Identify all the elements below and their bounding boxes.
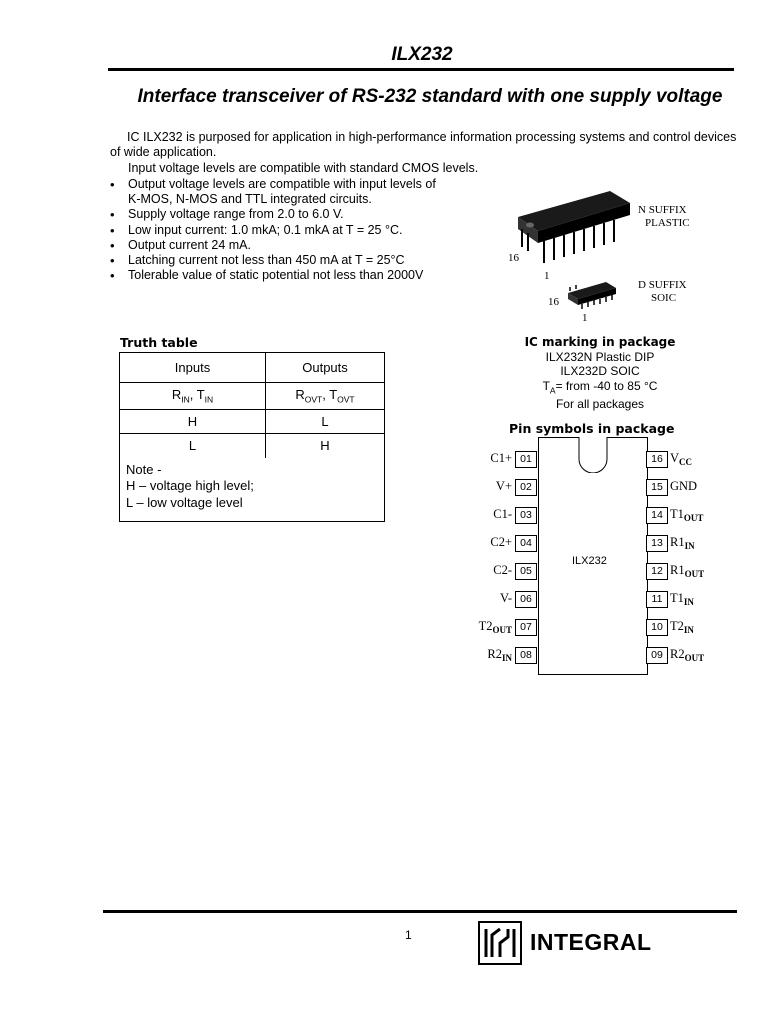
pin-label: $R2_{OUT}$ — [670, 647, 705, 663]
truth-table-row-input: H — [120, 410, 266, 434]
pin-label: $R1_{OUT}$ — [670, 563, 705, 579]
pin-label: $T1_{IN}$ — [670, 591, 694, 607]
truth-table-header-inputs: Inputs — [120, 353, 266, 383]
ic-marking-note: For all packages — [555, 397, 645, 412]
pin-number: 05 — [515, 563, 537, 580]
chip-label: ILX232 — [572, 555, 607, 567]
truth-table-row-output: H — [266, 434, 385, 458]
pin-label: V+ — [495, 479, 512, 493]
soic-package-image — [568, 282, 616, 309]
ic-marking-soic: ILX232D SOIC — [560, 364, 640, 378]
pin-number: 16 — [646, 451, 668, 468]
feature-item: • Latching current not less than 450 mA at T = 25°C — [108, 253, 438, 268]
pin-label: $T2_{OUT}$ — [478, 619, 512, 635]
pin-label: $R2_{IN}$ — [487, 647, 512, 663]
pin-label: C1+ — [490, 451, 512, 465]
truth-table — [119, 352, 385, 522]
pin-number: 11 — [646, 591, 668, 608]
integral-logo-icon — [478, 921, 522, 965]
truth-table-input-signals: $R_{IN}$, $T_{IN}$ — [120, 383, 266, 410]
ic-marking-temperature: $T_A=$ from -40 to 85 °C — [542, 378, 658, 395]
truth-table-row-output: L — [266, 410, 385, 434]
pin-number: 07 — [515, 619, 537, 636]
pinout-title: Pin symbols in package — [509, 421, 675, 436]
pin-number: 10 — [646, 619, 668, 636]
pin-label: GND — [670, 479, 698, 493]
package-illustrations — [500, 185, 730, 330]
pin-label: C1- — [493, 507, 512, 521]
truth-table-note — [120, 458, 385, 522]
note-title: Note - — [126, 461, 162, 477]
pin-number: 01 — [515, 451, 537, 468]
ic-marking-title: IC marking in package — [524, 335, 676, 349]
pin-number: 06 — [515, 591, 537, 608]
pin-number: 02 — [515, 479, 537, 496]
header-title: ILX232 — [391, 44, 453, 65]
feature-item: • Low input current: 1.0 mkA; 0.1 mkA at T = 25 °C. — [108, 223, 438, 238]
feature-item: • Tolerable value of static potential not less than 2000V — [108, 268, 438, 283]
truth-table-output-signals: $R_{OVT}$, $T_{OVT}$ — [266, 383, 385, 410]
intro-cmos-line: Input voltage levels are compatible with standard CMOS levels. — [128, 161, 479, 175]
pin-number: 09 — [646, 647, 668, 664]
note-high: H – voltage high level; — [126, 478, 254, 493]
soic-pin1-label: 1 — [582, 312, 588, 324]
dip-pin1-label: 1 — [544, 270, 550, 282]
pin-number: 14 — [646, 507, 668, 524]
feature-list — [108, 177, 438, 283]
header-rule — [108, 68, 734, 71]
feature-item: • Output voltage levels are compatible with input levels of K-MOS, N-MOS and TTL integrated circuits. — [108, 177, 438, 207]
chip-notch — [578, 437, 608, 473]
dip-pin16-label: 16 — [508, 252, 519, 264]
pin-number: 08 — [515, 647, 537, 664]
d-type-label: SOIC — [651, 292, 677, 304]
intro-paragraph: IC ILX232 is purposed for application in high-performance information processing systems and control devices of wide application. — [110, 130, 737, 159]
page-number: 1 — [405, 928, 412, 942]
ic-marking-block — [485, 335, 715, 412]
pin-label: $T1_{OUT}$ — [670, 507, 704, 523]
pin-label: C2- — [493, 563, 512, 577]
pin-number: 04 — [515, 535, 537, 552]
feature-item: • Supply voltage range from 2.0 to 6.0 V. — [108, 207, 438, 222]
n-type-label: PLASTIC — [645, 217, 690, 229]
pin-label: $T2_{IN}$ — [670, 619, 694, 635]
footer-rule — [103, 910, 737, 913]
pin-label: $R1_{IN}$ — [670, 535, 695, 551]
pin-number: 03 — [515, 507, 537, 524]
feature-item: • Output current 24 mA. — [108, 238, 438, 253]
pin-number: 15 — [646, 479, 668, 496]
pin-label: V- — [499, 591, 512, 605]
pin-number: 13 — [646, 535, 668, 552]
dip-package-image — [518, 191, 630, 263]
truth-table-row-input: L — [120, 434, 266, 458]
pin-label: $V_{CC}$ — [670, 451, 693, 467]
company-name: INTEGRAL — [530, 929, 652, 955]
truth-table-header-outputs: Outputs — [266, 353, 385, 383]
n-suffix-label: N SUFFIX — [638, 204, 687, 216]
note-low: L – low voltage level — [126, 494, 243, 510]
document-title: Interface transceiver of RS-232 standard with one supply voltage — [137, 86, 723, 107]
pin-number: 12 — [646, 563, 668, 580]
pin-label: C2+ — [490, 535, 512, 549]
ic-marking-dip: ILX232N Plastic DIP — [545, 349, 655, 364]
truth-table-title: Truth table — [120, 335, 198, 350]
d-suffix-label: D SUFFIX — [638, 279, 687, 291]
soic-pin16-label: 16 — [548, 296, 559, 308]
